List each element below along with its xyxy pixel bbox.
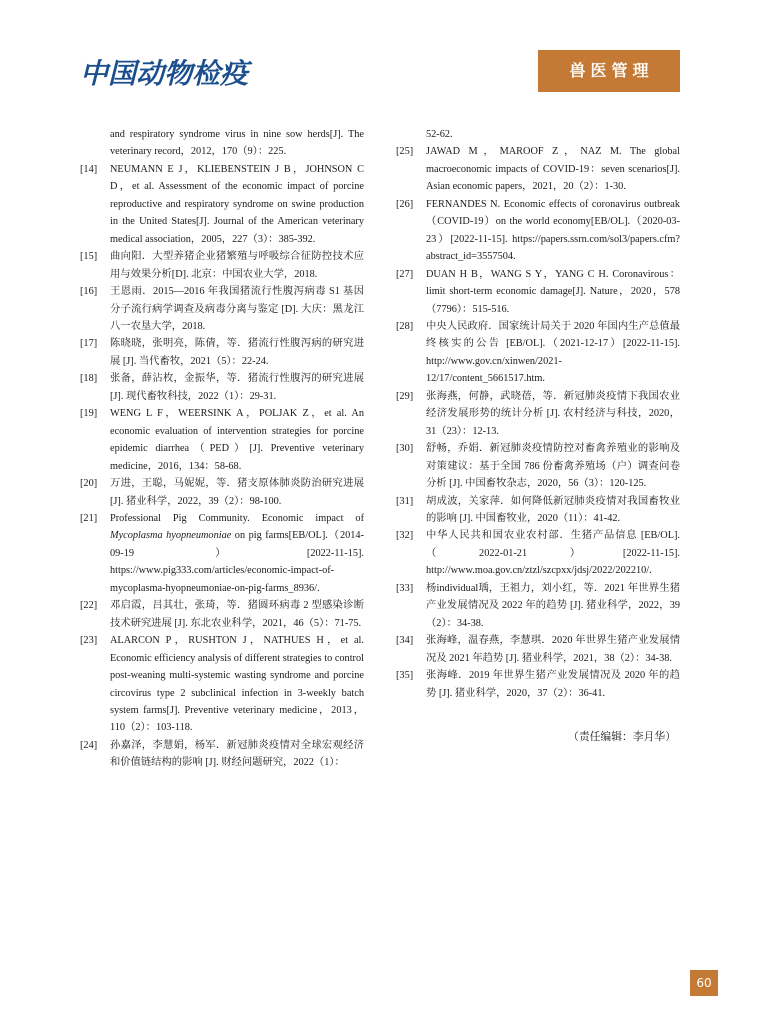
reference-text: 张海峰，温春燕，李慧琪．2020 年世界生猪产业发展情况及 2021 年趋势 [J]. 猪业科学，2021，38（2）：34-38. <box>426 635 680 664</box>
reference-number: [24] <box>80 739 98 751</box>
reference-entry <box>80 737 364 772</box>
reference-text: JAWAD M，MAROOF Z，NAZ M. The global macroeconomic impacts of COVID-19：seven scenarios[J]. Asian economic papers，2021，20（2）：1-30. <box>426 146 680 193</box>
reference-text: 张海燕，何静，武晓蓓，等．新冠肺炎疫情下我国农业经济发展形势的统计分析 [J]. 农村经济与科技，2020，31（23）：12-13. <box>426 390 680 437</box>
reference-text: 52-62. <box>426 129 453 140</box>
reference-entry <box>80 597 364 632</box>
reference-text: ALARCON P，RUSHTON J，NATHUES H，et al. Economic efficiency analysis of different strategies to control post-weaning multi-systemic wasting syndrome and porcine circovirus type 2 subclinical infection in 3-weekly batch system farms[J]. Preventive veterinary medicine，2013，110（2）：103-118. <box>110 635 364 734</box>
reference-text: 中央人民政府．国家统计局关于 2020 年国内生产总值最终核实的公告 [EB/OL].（2021-12-17）[2022-11-15]. http://www.gov.cn/xinwen/2021-12/17/content_5661517.htm. <box>426 320 680 385</box>
reference-text: Professional Pig Community. Economic impact of Mycoplasma hyopneumoniae on pig farms[EB/OL].（2014-09-19）[2022-11-15]. https://www.pig333.com/articles/economic-impact-of-mycoplasma-hyopneumoniae-on-pig-farms_8936/. <box>110 512 365 594</box>
reference-text: FERNANDES N. Economic effects of coronavirus outbreak（COVID-19）on the world economy[EB/OL].（2020-03-23）[2022-11-15]. https://papers.ssrn.com/sol3/papers.cfm?abstract_id=3557504. <box>426 198 680 263</box>
reference-entry <box>396 440 680 492</box>
reference-number: [21] <box>80 512 98 524</box>
reference-column-left <box>80 126 364 772</box>
reference-number: [27] <box>396 268 414 280</box>
reference-entry <box>396 196 680 266</box>
reference-entry <box>396 318 680 388</box>
reference-text: 曲向阳．大型养猪企业猪繁殖与呼吸综合征防控技术应用与效果分析[D]. 北京：中国农业大学，2018. <box>110 251 364 280</box>
reference-text: NEUMANN E J，KLIEBENSTEIN J B，JOHNSON C D，et al. Assessment of the economic impact of porcine reproductive and respiratory syndrome on swine production in the United States[J]. Journal of the American veterinary medical association，2005，227（3）：385-392. <box>110 163 364 245</box>
reference-entry <box>80 248 364 283</box>
reference-text: 杨individual瑀，王祖力，刘小红，等．2021 年世界生猪产业发展情况及 2022 年的趋势 [J]. 猪业科学，2022，39（2）：34-38. <box>426 582 680 629</box>
reference-entry <box>80 335 364 370</box>
reference-text: DUAN H B，WANG S Y，YANG C H. Coronavirous：limit short-term economic damage[J]. Nature，2020，578（7796）：515-516. <box>426 268 680 315</box>
reference-entry <box>396 632 680 667</box>
reference-text: 万进，王聪，马妮妮，等．猪支原体肺炎防治研究进展 [J]. 猪业科学，2022，39（2）：98-100. <box>110 478 364 507</box>
reference-number: [28] <box>396 320 414 332</box>
reference-entry <box>396 388 680 440</box>
reference-entry <box>80 161 364 248</box>
reference-entry <box>80 283 364 335</box>
reference-text: 张海峰．2019 年世界生猪产业发展情况及 2020 年的趋势 [J]. 猪业科学，2020，37（2）：36-41. <box>426 670 680 699</box>
reference-number: [23] <box>80 635 98 647</box>
reference-number: [25] <box>396 146 414 158</box>
reference-continuation <box>396 126 680 143</box>
reference-entry <box>80 370 364 405</box>
reference-entry <box>80 405 364 475</box>
reference-number: [33] <box>396 582 414 594</box>
reference-number: [18] <box>80 373 98 385</box>
reference-continuation <box>80 126 364 161</box>
reference-text: 中华人民共和国农业农村部．生猪产品信息 [EB/OL].（2022-01-21）[2022-11-15]. http://www.moa.gov.cn/ztzl/szcpxx/jdsj/2022/202210/. <box>426 530 680 577</box>
reference-number: [20] <box>80 478 98 490</box>
reference-text: 胡成波，关家萍．如何降低新冠肺炎疫情对我国畜牧业的影响 [J]. 中国畜牧业，2020（11）：41-42. <box>426 495 680 524</box>
reference-text: 陈晓晓，张明亮，陈倩，等．猪流行性腹泻病的研究进展 [J]. 当代畜牧，2021（5）：22-24. <box>110 338 364 367</box>
reference-number: [30] <box>396 443 414 455</box>
page-header <box>0 44 760 106</box>
editor-credit: （责任编辑：李月华） <box>568 730 676 743</box>
reference-entry <box>80 510 364 597</box>
reference-number: [14] <box>80 163 98 175</box>
svg-text:中国动物检疫: 中国动物检疫 <box>80 57 249 90</box>
section-badge: 兽医管理 <box>538 50 680 92</box>
page-number-badge: 60 <box>690 970 718 996</box>
journal-masthead-logo <box>80 50 310 98</box>
reference-entry <box>80 475 364 510</box>
reference-number: [16] <box>80 286 98 298</box>
reference-text: 王恩雨．2015—2016 年我国猪流行性腹泻病毒 S1 基因分子流行病学调查及病毒分离与鉴定 [D]. 大庆：黑龙江八一农垦大学，2018. <box>110 286 364 332</box>
reference-entry <box>396 493 680 528</box>
reference-text: 孙嘉泽，李慧娟，杨军．新冠肺炎疫情对全球宏观经济和价值链结构的影响 [J]. 财经问题研究，2022（1）： <box>110 739 364 769</box>
reference-entry <box>396 527 680 579</box>
reference-text: WENG L F，WEERSINK A，POLJAK Z，et al. An economic evaluation of intervention strategies for porcine epidemic diarrhea（PED）[J]. Preventive veterinary medicine，2016，134：58-68. <box>110 408 364 472</box>
reference-text: 张备，薛沾枚，金振华，等．猪流行性腹泻的研究进展 [J]. 现代畜牧科技，2022（1）：29-31. <box>110 373 364 402</box>
reference-number: [34] <box>396 635 414 647</box>
reference-entry <box>396 266 680 318</box>
reference-number: [19] <box>80 408 98 420</box>
reference-number: [32] <box>396 530 414 542</box>
reference-number: [29] <box>396 390 414 402</box>
reference-number: [26] <box>396 198 414 210</box>
reference-number: [22] <box>80 600 98 612</box>
reference-text: and respiratory syndrome virus in nine sow herds[J]. The veterinary record，2012，170（9）：225. <box>110 129 364 158</box>
reference-number: [35] <box>396 670 414 682</box>
reference-entry <box>396 143 680 195</box>
reference-entry <box>396 667 680 702</box>
reference-number: [17] <box>80 338 98 350</box>
reference-entry <box>396 580 680 632</box>
reference-text: 舒畅，乔娟．新冠肺炎疫情防控对畜禽养殖业的影响及对策建议：基于全国 786 份畜禽养殖场（户）调查问卷分析 [J]. 中国畜牧杂志，2020，56（3）：120-125. <box>426 443 680 490</box>
reference-column-right <box>396 126 680 772</box>
reference-number: [15] <box>80 251 98 263</box>
reference-number: [31] <box>396 495 414 507</box>
reference-text: 邓启霞，吕其壮，张琦，等．猪圆环病毒 2 型感染诊断技术研究进展 [J]. 东北农业科学，2021，46（5）：71-75. <box>110 600 364 629</box>
reference-columns <box>80 126 680 772</box>
reference-entry <box>80 632 364 737</box>
